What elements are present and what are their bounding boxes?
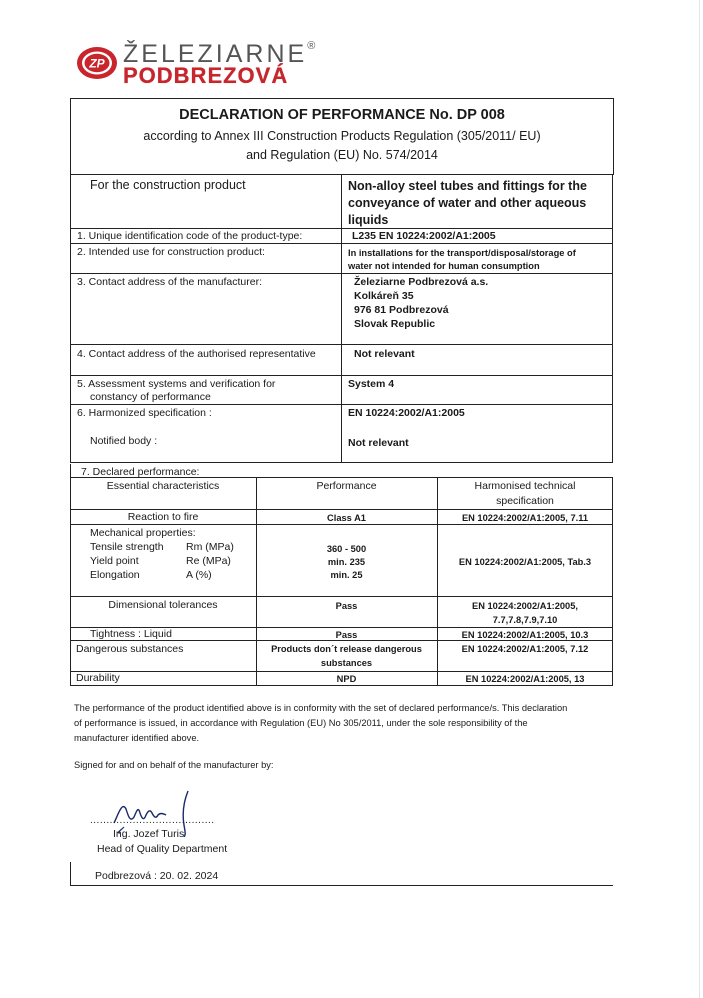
col-performance-header: Performance — [316, 480, 377, 492]
item-1-label: 1. Unique identification code of the product-type: — [77, 230, 303, 242]
item-6-value: EN 10224:2002/A1:2005 — [348, 407, 465, 419]
perf-row-line — [70, 509, 613, 510]
item-3-label: 3. Contact address of the manufacturer: — [77, 276, 263, 288]
product-value: Non-alloy steel tubes and fittings for the conveyance of water and other aqueous liquids — [348, 179, 587, 227]
conformity-line3: manufacturer identified above. — [74, 733, 200, 743]
fire-characteristic: Reaction to fire — [127, 511, 199, 523]
elongation-value: min. 25 — [330, 570, 363, 580]
place-date: Podbrezová : 20. 02. 2024 — [95, 870, 219, 882]
manufacturer-street: Kolkáreň 35 — [354, 290, 414, 302]
info-row-line — [70, 404, 613, 405]
durability-performance: NPD — [336, 674, 357, 684]
signed-for-text: Signed for and on behalf of the manufacturer by: — [74, 760, 274, 770]
company-logo — [76, 40, 316, 88]
item-6-label: 6. Harmonized specification : — [77, 407, 212, 419]
dim-spec-line2: 7.7,7.8,7.9,7.10 — [492, 615, 558, 625]
document-title: DECLARATION OF PERFORMANCE No. DP 008 — [179, 107, 505, 123]
mech-spec: EN 10224:2002/A1:2005, Tab.3 — [458, 557, 592, 567]
manufacturer-name: Železiarne Podbrezová a.s. — [354, 276, 489, 288]
manufacturer-country: Slovak Republic — [354, 318, 436, 330]
col-essential-header: Essential characteristics — [106, 480, 220, 492]
fire-performance: Class A1 — [327, 513, 366, 523]
item-4-label: 4. Contact address of the authorised representative — [77, 348, 316, 360]
tensile-unit: Rm (MPa) — [186, 541, 234, 553]
item-5-label-line1: 5. Assessment systems and verification for — [77, 378, 276, 390]
document-header — [70, 98, 614, 175]
manufacturer-city: 976 81 Podbrezová — [354, 304, 449, 316]
signatory-role: Head of Quality Department — [97, 843, 228, 855]
dangerous-characteristic: Dangerous substances — [76, 643, 184, 655]
logo-line1: ŽELEZIARNE® — [123, 40, 316, 68]
tightness-spec: EN 10224:2002/A1:2005, 10.3 — [461, 630, 589, 640]
item-2-value-line2: water not intended for human consumption — [348, 261, 540, 271]
perf-row-line — [70, 596, 613, 597]
dangerous-spec: EN 10224:2002/A1:2005, 7.12 — [461, 644, 589, 654]
tensile-name: Tensile strength — [90, 541, 164, 553]
item-1-value: L235 EN 10224:2002/A1:2005 — [352, 230, 496, 242]
product-label: For the construction product — [90, 178, 246, 192]
info-row-line — [70, 273, 613, 274]
durability-spec: EN 10224:2002/A1:2005, 13 — [465, 674, 585, 684]
info-row-line — [70, 243, 613, 244]
col-spec-header-line2: specification — [496, 495, 554, 507]
elongation-name: Elongation — [90, 569, 140, 581]
notified-body-label: Notified body : — [90, 435, 158, 447]
elongation-unit: A (%) — [186, 569, 212, 581]
durability-characteristic: Durability — [76, 672, 120, 684]
item-5-value: System 4 — [348, 378, 395, 390]
dangerous-performance-line1: Products don´t release dangerous — [271, 644, 422, 654]
fire-spec: EN 10224:2002/A1:2005, 7.11 — [461, 513, 589, 523]
mech-title: Mechanical properties: — [90, 527, 196, 539]
svg-text:ZP: ZP — [89, 56, 105, 71]
tightness-performance: Pass — [335, 630, 358, 640]
yield-name: Yield point — [90, 555, 139, 567]
dim-performance: Pass — [335, 601, 358, 611]
signature-dots: ...................................... — [90, 815, 215, 826]
yield-value: min. 235 — [327, 557, 366, 567]
page-edge — [699, 0, 700, 998]
logo-line2: PODBREZOVÁ — [123, 63, 289, 88]
document-subtitle-2: and Regulation (EU) No. 574/2014 — [246, 148, 438, 162]
info-row-line — [70, 375, 613, 376]
yield-unit: Re (MPa) — [186, 555, 231, 567]
footer-bottom-border — [70, 885, 613, 886]
item-2-value-line1: In installations for the transport/disposal/storage of — [348, 248, 576, 258]
footer-left-border — [70, 862, 71, 886]
tightness-characteristic: Tightness : Liquid — [90, 628, 172, 640]
item-2-label: 2. Intended use for construction product: — [77, 246, 265, 258]
perf-row-line — [70, 671, 613, 672]
info-row-line — [70, 344, 613, 345]
dim-characteristic: Dimensional tolerances — [108, 599, 218, 611]
dangerous-performance-line2: substances — [320, 658, 373, 668]
dim-spec-line1: EN 10224:2002/A1:2005, — [472, 601, 578, 611]
info-table-divider — [341, 174, 342, 463]
document-subtitle-1: according to Annex III Construction Products Regulation (305/2011/ EU) — [143, 129, 541, 143]
col-spec-header-line1: Harmonised technical — [474, 480, 576, 492]
zp-logo-icon — [76, 46, 118, 80]
signatory-name: Ing. Jozef Turis — [113, 828, 185, 840]
item-4-value: Not relevant — [354, 348, 415, 360]
item-5-label-line2: constancy of performance — [90, 391, 211, 403]
notified-body-value: Not relevant — [348, 437, 409, 449]
conformity-line1: The performance of the product identified above is in conformity with the set of declared performance/s. This declaration — [74, 703, 568, 713]
item-7-label: 7. Declared performance: — [81, 466, 200, 478]
conformity-line2: of performance is issued, in accordance with Regulation (EU) No 305/2011, under the sole responsibility of the — [74, 718, 528, 728]
tensile-value: 360 - 500 — [326, 544, 367, 554]
table-left-border — [70, 464, 71, 478]
